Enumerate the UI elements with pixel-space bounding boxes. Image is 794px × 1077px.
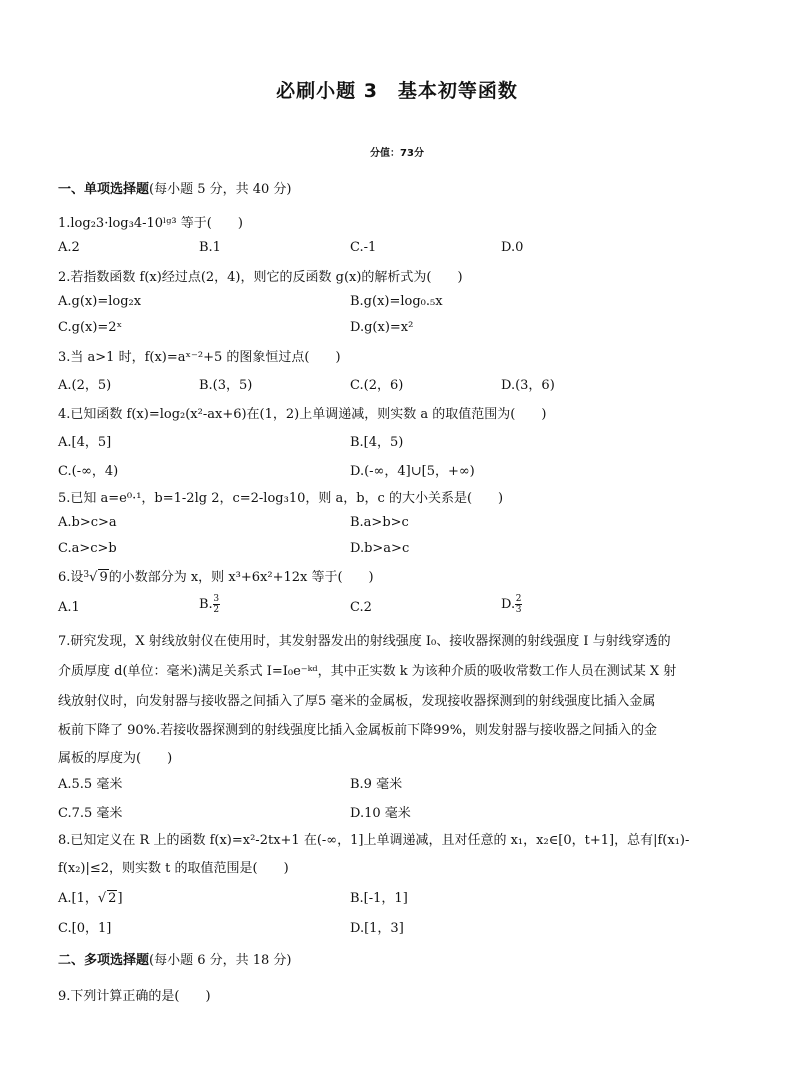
- sqrt-sign: √: [97, 891, 107, 906]
- question-3-stem: 3.当 a>1 时，f(x)=aˣ⁻²+5 的图象恒过点( ): [58, 350, 341, 365]
- page-title: 必刷小题 3 基本初等函数: [276, 80, 518, 102]
- q6-option-c: C.2: [350, 600, 372, 615]
- q8-option-a-text: A.[1，: [58, 891, 98, 906]
- q8-option-c: C.[0，1]: [58, 921, 112, 936]
- radicand: 9: [99, 570, 108, 585]
- section-heading-single: [58, 178, 292, 197]
- q1-option-a: A.2: [58, 240, 80, 255]
- q5-option-b: B.a>b>c: [350, 515, 409, 530]
- q5-option-d: D.b>a>c: [350, 541, 410, 556]
- question-7-line-5: 属板的厚度为( ): [58, 751, 173, 766]
- q3-option-c: C.(2，6): [350, 378, 404, 393]
- q2-option-b: B.g(x)=log₀.₅x: [350, 294, 443, 309]
- q6-option-b: [199, 594, 220, 615]
- q7-option-a: A.5.5 毫米: [58, 777, 123, 792]
- question-7-line-4: 板前下降了 90%.若接收器探测到的射线强度比插入金属板前下降99%，则发射器与接收器之间插入的金: [58, 723, 658, 738]
- numerator: 3: [213, 594, 220, 604]
- q6-option-b-letter: B.: [199, 597, 213, 612]
- q6-stem-pre: 6.设: [58, 570, 84, 585]
- q4-option-a: A.[4，5]: [58, 435, 112, 450]
- numerator: 2: [515, 594, 522, 604]
- q8-option-a: [58, 887, 123, 906]
- question-8-line-1: 8.已知定义在 R 上的函数 f(x)=x²-2tx+1 在(-∞，1]上单调递减，且对任意的 x₁，x₂∈[0，t+1]，总有|f(x₁)-: [58, 833, 690, 848]
- question-1-stem: 1.log₂3·log₃4-10ˡᵍ³ 等于( ): [58, 216, 243, 231]
- section-title: 一、单项选择题: [58, 182, 150, 197]
- q6-option-d: [501, 594, 522, 615]
- section-heading-multi: [58, 949, 292, 968]
- q7-option-b: B.9 毫米: [350, 777, 403, 792]
- question-7-line-2: 介质厚度 d(单位：毫米)满足关系式 I=I₀e⁻ᵏᵈ，其中正实数 k 为该种介质的吸收常数工作人员在测试某 X 射: [58, 664, 677, 679]
- q1-option-c: C.-1: [350, 240, 377, 255]
- q1-option-d: D.0: [501, 240, 524, 255]
- question-9-stem: 9.下列计算正确的是( ): [58, 989, 211, 1004]
- section-note: (每小题 6 分，共 18 分): [149, 953, 292, 968]
- question-8-line-2: f(x₂)|≤2，则实数 t 的取值范围是( ): [58, 861, 289, 876]
- section-note: (每小题 5 分，共 40 分): [149, 182, 292, 197]
- bracket-close: ]: [117, 891, 123, 906]
- denominator: 3: [515, 605, 522, 615]
- q3-option-d: D.(3，6): [501, 378, 555, 393]
- q4-option-c: C.(-∞，4): [58, 464, 119, 479]
- cube-root-sign: 3: [83, 570, 90, 580]
- question-7-line-3: 线放射仪时，向发射器与接收器之间插入了厚5 毫米的金属板，发现接收器探测到的射线强度比插入金属: [58, 694, 656, 709]
- q2-option-a: A.g(x)=log₂x: [58, 294, 142, 309]
- q4-option-d: D.(-∞，4]∪[5，+∞): [350, 464, 475, 479]
- q3-option-a: A.(2，5): [58, 378, 112, 393]
- q5-option-a: A.b>c>a: [58, 515, 117, 530]
- q2-option-d: D.g(x)=x²: [350, 320, 414, 335]
- fraction-2-3: [515, 594, 522, 615]
- question-2-stem: 2.若指数函数 f(x)经过点(2，4)，则它的反函数 g(x)的解析式为( ): [58, 270, 463, 285]
- q8-option-d: D.[1，3]: [350, 921, 404, 936]
- q2-option-c: C.g(x)=2ˣ: [58, 320, 123, 335]
- denominator: 2: [213, 605, 220, 615]
- question-4-stem: 4.已知函数 f(x)=log₂(x²-ax+6)在(1，2)上单调递减，则实数 a 的取值范围为( ): [58, 407, 547, 422]
- q7-option-c: C.7.5 毫米: [58, 806, 123, 821]
- q1-option-b: B.1: [199, 240, 221, 255]
- question-7-line-1: 7.研究发现，X 射线放射仪在使用时，其发射器发出的射线强度 I₀、接收器探测的射线强度 I 与射线穿透的: [58, 634, 671, 649]
- question-6-stem: 6.设$^3$√ 9的小数部分为 x，则 x³+6x²+12x 等于( ): [58, 570, 374, 585]
- q7-option-d: D.10 毫米: [350, 806, 411, 821]
- q4-option-b: B.[4，5): [350, 435, 404, 450]
- q5-option-c: C.a>c>b: [58, 541, 117, 556]
- fraction-3-2: [213, 594, 220, 615]
- score-label: 分值：73分: [370, 148, 424, 159]
- q6-option-a: A.1: [58, 600, 80, 615]
- radicand: 2: [108, 891, 117, 906]
- q6-stem-post: 的小数部分为 x，则 x³+6x²+12x 等于( ): [108, 570, 374, 585]
- q8-option-b: B.[-1，1]: [350, 891, 408, 906]
- section-title: 二、多项选择题: [58, 953, 150, 968]
- question-5-stem: 5.已知 a=e⁰·¹，b=1-2lg 2，c=2-log₃10，则 a，b，c 的大小关系是( ): [58, 491, 504, 506]
- q3-option-b: B.(3，5): [199, 378, 253, 393]
- q6-option-d-letter: D.: [501, 597, 516, 612]
